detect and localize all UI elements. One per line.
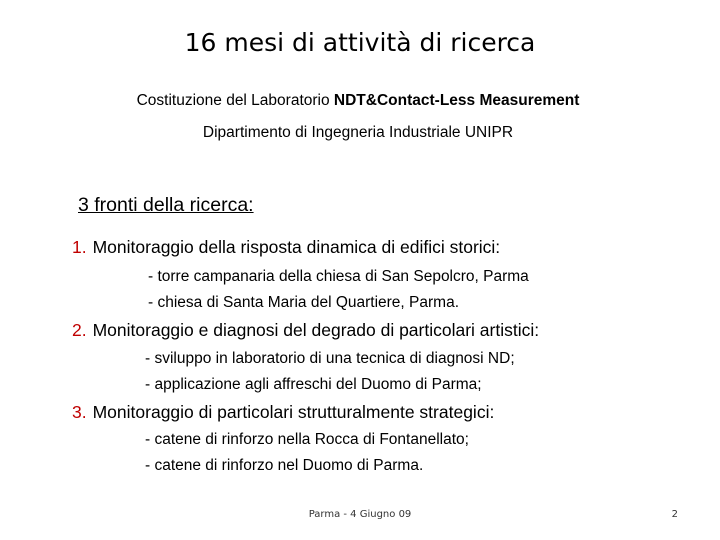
list-item-number: 2. — [72, 320, 87, 340]
slide-footer: Parma - 4 Giugno 09 — [308, 509, 412, 520]
section-heading: 3 fronti della ricerca: — [78, 194, 254, 216]
list-item-detail: - applicazione agli affreschi del Duomo di Parma; — [145, 376, 482, 393]
list-item-text: Monitoraggio e diagnosi del degrado di particolari artistici: — [92, 320, 540, 340]
lab-subtitle — [0, 92, 716, 110]
list-item-detail: - catene di rinforzo nella Rocca di Fontanellato; — [145, 431, 469, 448]
list-item-number: 1. — [72, 237, 87, 257]
lab-name: NDT&Contact-Less Measurement — [333, 92, 580, 109]
list-item-number: 3. — [72, 402, 87, 422]
lab-subtitle-prefix: Costituzione del Laboratorio — [136, 92, 334, 109]
page-number: 2 — [671, 509, 678, 520]
list-item-detail: - catene di rinforzo nel Duomo di Parma. — [145, 457, 424, 474]
department-subtitle: Dipartimento di Ingegneria Industriale UNIPR — [202, 124, 514, 141]
slide-title: 16 mesi di attività di ricerca — [184, 28, 536, 57]
list-item — [72, 402, 494, 423]
list-item — [72, 237, 500, 258]
list-item-text: Monitoraggio di particolari strutturalmente strategici: — [92, 402, 495, 422]
list-item-detail: - torre campanaria della chiesa di San Sepolcro, Parma — [148, 268, 529, 285]
list-item — [72, 320, 539, 341]
list-item-detail: - chiesa di Santa Maria del Quartiere, Parma. — [148, 294, 459, 311]
list-item-text: Monitoraggio della risposta dinamica di edifici storici: — [92, 237, 501, 257]
list-item-detail: - sviluppo in laboratorio di una tecnica di diagnosi ND; — [145, 350, 515, 367]
